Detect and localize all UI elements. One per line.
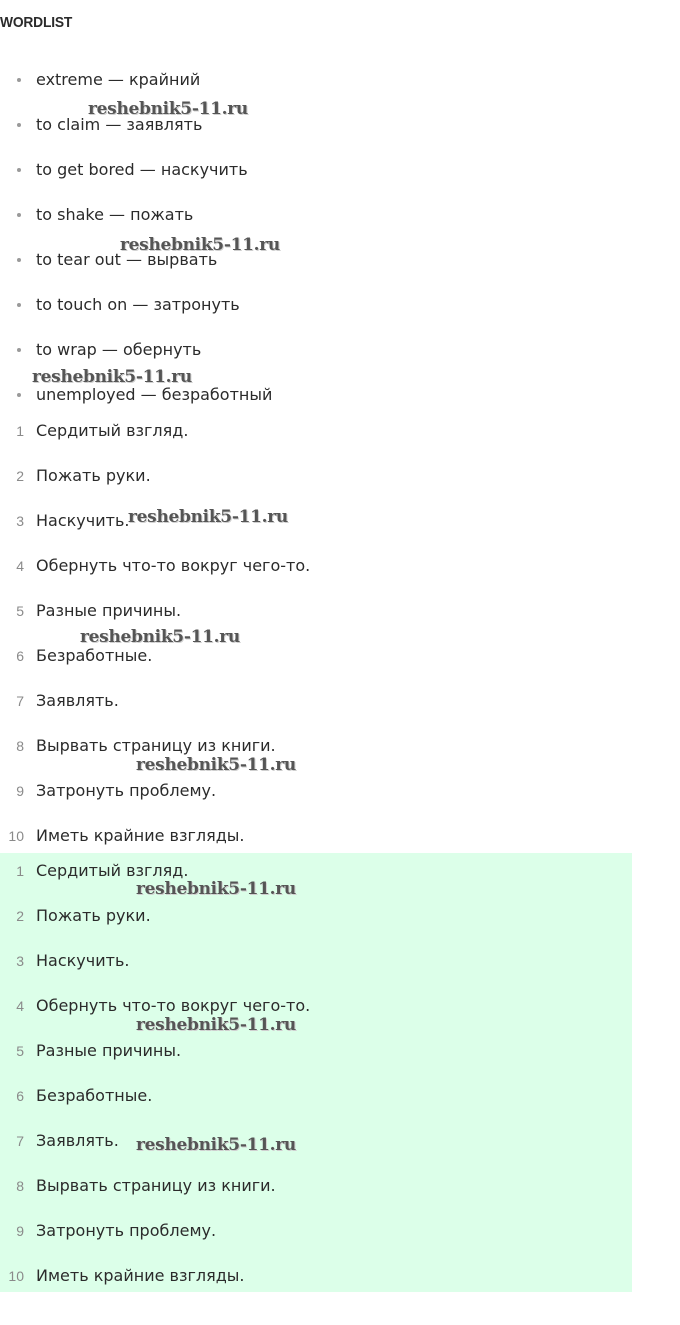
watermark: reshebnik5-11.ru: [128, 507, 288, 527]
wordlist-item-text: unemployed — безработный: [36, 385, 273, 404]
item-text: Наскучить.: [36, 951, 130, 970]
wordlist-item-text: to tear out — вырвать: [36, 250, 218, 269]
watermark: reshebnik5-11.ru: [136, 1135, 296, 1155]
item-number: 8: [16, 1178, 24, 1194]
exercise-item: [0, 600, 620, 624]
item-text: Заявлять.: [36, 691, 119, 710]
item-text: Сердитый взгляд.: [36, 421, 189, 440]
item-number: 7: [16, 693, 24, 709]
answer-item: [0, 1220, 620, 1244]
item-text: Пожать руки.: [36, 466, 151, 485]
wordlist-item-text: to get bored — наскучить: [36, 160, 248, 179]
item-text: Разные причины.: [36, 1041, 182, 1060]
item-number: 2: [16, 468, 24, 484]
item-number: 9: [16, 1223, 24, 1239]
wordlist-item-text: to touch on — затронуть: [36, 295, 240, 314]
item-text: Обернуть что-то вокруг чего-то.: [36, 996, 311, 1015]
item-text: Иметь крайние взгляды.: [36, 1266, 245, 1285]
answer-item: [0, 860, 620, 884]
exercise-item: [0, 465, 620, 489]
answer-item: [0, 1175, 620, 1199]
bullet-icon: [17, 168, 21, 172]
item-text: Затронуть проблему.: [36, 1221, 217, 1240]
item-text: Безработные.: [36, 1086, 153, 1105]
watermark: reshebnik5-11.ru: [32, 367, 192, 387]
answer-item: [0, 1265, 620, 1289]
item-number: 6: [16, 1088, 24, 1104]
watermark: reshebnik5-11.ru: [88, 99, 248, 119]
item-number: 1: [16, 863, 24, 879]
item-text: Вырвать страницу из книги.: [36, 736, 276, 755]
item-number: 10: [8, 1268, 24, 1284]
wordlist-item-text: to wrap — обернуть: [36, 340, 202, 359]
bullet-icon: [17, 213, 21, 217]
item-text: Вырвать страницу из книги.: [36, 1176, 276, 1195]
item-text: Затронуть проблему.: [36, 781, 217, 800]
exercise-item: [0, 735, 620, 759]
item-text: Разные причины.: [36, 601, 182, 620]
item-number: 2: [16, 908, 24, 924]
answer-item: [0, 1085, 620, 1109]
item-number: 8: [16, 738, 24, 754]
item-number: 3: [16, 513, 24, 529]
exercise-item: [0, 420, 620, 444]
bullet-icon: [17, 348, 21, 352]
answer-item: [0, 905, 620, 929]
item-number: 10: [8, 828, 24, 844]
item-text: Пожать руки.: [36, 906, 151, 925]
answer-item: [0, 1130, 620, 1154]
item-number: 5: [16, 1043, 24, 1059]
wordlist-item-text: to claim — заявлять: [36, 115, 203, 134]
item-text: Сердитый взгляд.: [36, 861, 189, 880]
item-number: 7: [16, 1133, 24, 1149]
bullet-icon: [17, 78, 21, 82]
exercise-item: [0, 825, 620, 849]
item-number: 4: [16, 998, 24, 1014]
bullet-icon: [17, 258, 21, 262]
watermark: reshebnik5-11.ru: [80, 627, 240, 647]
watermark: reshebnik5-11.ru: [136, 879, 296, 899]
exercise-item: [0, 510, 620, 534]
item-number: 4: [16, 558, 24, 574]
wordlist-item-text: to shake — пожать: [36, 205, 194, 224]
item-text: Заявлять.: [36, 1131, 119, 1150]
bullet-icon: [17, 123, 21, 127]
answer-item: [0, 950, 620, 974]
item-text: Безработные.: [36, 646, 153, 665]
exercise-item: [0, 780, 620, 804]
watermark: reshebnik5-11.ru: [136, 1015, 296, 1035]
item-text: Наскучить.: [36, 511, 130, 530]
exercise-item: [0, 690, 620, 714]
watermark: reshebnik5-11.ru: [136, 755, 296, 775]
item-text: Обернуть что-то вокруг чего-то.: [36, 556, 311, 575]
exercise-item: [0, 555, 620, 579]
watermark: reshebnik5-11.ru: [120, 235, 280, 255]
item-text: Иметь крайние взгляды.: [36, 826, 245, 845]
bullet-icon: [17, 303, 21, 307]
answer-item: [0, 995, 620, 1019]
item-number: 1: [16, 423, 24, 439]
item-number: 6: [16, 648, 24, 664]
item-number: 9: [16, 783, 24, 799]
exercise-item: [0, 645, 620, 669]
answer-item: [0, 1040, 620, 1064]
wordlist-heading: WORDLIST: [0, 14, 73, 31]
item-number: 3: [16, 953, 24, 969]
item-number: 5: [16, 603, 24, 619]
wordlist-item-text: extreme — крайний: [36, 70, 201, 89]
bullet-icon: [17, 393, 21, 397]
